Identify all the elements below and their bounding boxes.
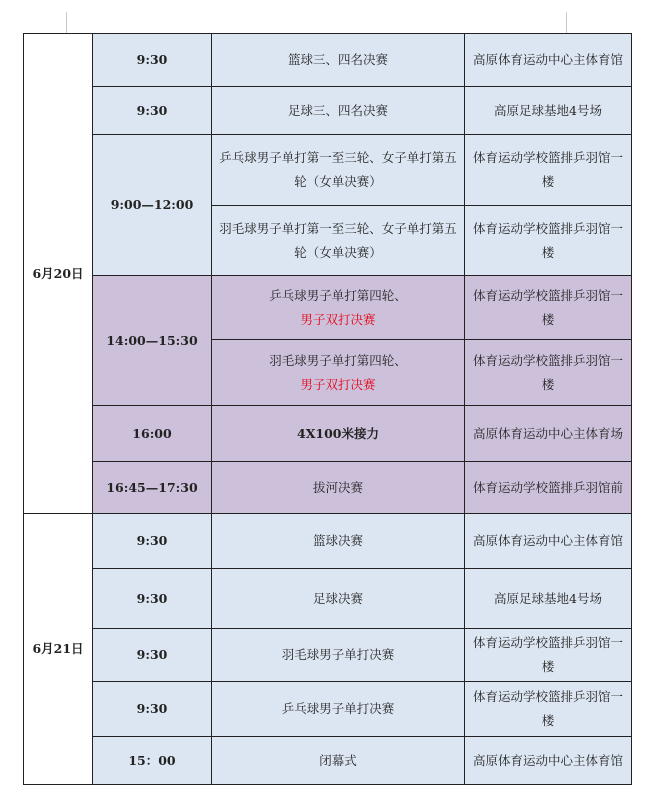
venue-cell: 高原足球基地4号场 <box>465 569 632 629</box>
table-row <box>24 569 632 629</box>
venue-cell: 高原体育运动中心主体育场 <box>465 406 632 462</box>
event-cell: 足球决赛 <box>212 569 465 629</box>
table-row <box>24 87 632 135</box>
date-cell: 6月20日 <box>24 34 93 514</box>
time-cell: 9:30 <box>93 34 212 87</box>
venue-cell: 高原体育运动中心主体育馆 <box>465 34 632 87</box>
venue-cell: 体育运动学校篮排乒羽馆一楼 <box>465 206 632 276</box>
crop-mark-left <box>66 12 67 33</box>
time-cell: 9:30 <box>93 514 212 569</box>
venue-cell: 体育运动学校篮排乒羽馆一楼 <box>465 682 632 737</box>
time-cell: 9:00—12:00 <box>93 135 212 276</box>
time-cell: 9:30 <box>93 569 212 629</box>
time-cell: 9:30 <box>93 682 212 737</box>
event-cell: 乒乓球男子单打第一至三轮、女子单打第五轮（女单决赛） <box>212 135 465 206</box>
event-cell: 足球三、四名决赛 <box>212 87 465 135</box>
venue-cell: 高原足球基地4号场 <box>465 87 632 135</box>
event-cell <box>212 276 465 340</box>
date-cell: 6月21日 <box>24 514 93 785</box>
table-row <box>24 406 632 462</box>
time-cell: 15：00 <box>93 737 212 785</box>
event-cell: 篮球三、四名决赛 <box>212 34 465 87</box>
venue-cell: 高原体育运动中心主体育馆 <box>465 737 632 785</box>
event-cell: 拔河决赛 <box>212 462 465 514</box>
event-cell: 篮球决赛 <box>212 514 465 569</box>
event-cell: 闭幕式 <box>212 737 465 785</box>
event-highlight-text: 男子双打决赛 <box>300 311 376 327</box>
time-cell: 9:30 <box>93 629 212 682</box>
table-row <box>24 135 632 206</box>
schedule-table <box>23 33 632 785</box>
venue-cell: 体育运动学校篮排乒羽馆前 <box>465 462 632 514</box>
time-cell: 16:45—17:30 <box>93 462 212 514</box>
venue-cell: 体育运动学校篮排乒羽馆一楼 <box>465 629 632 682</box>
venue-cell: 体育运动学校篮排乒羽馆一楼 <box>465 340 632 406</box>
table-row <box>24 737 632 785</box>
table-row <box>24 34 632 87</box>
venue-cell: 高原体育运动中心主体育馆 <box>465 514 632 569</box>
event-highlight-text: 男子双打决赛 <box>300 376 376 392</box>
time-cell: 16:00 <box>93 406 212 462</box>
table-row <box>24 462 632 514</box>
event-text: 乒乓球男子单打第四轮、 <box>269 287 407 303</box>
crop-mark-right <box>566 12 567 33</box>
event-cell <box>212 340 465 406</box>
event-cell: 羽毛球男子单打第一至三轮、女子单打第五轮（女单决赛） <box>212 206 465 276</box>
event-cell: 羽毛球男子单打决赛 <box>212 629 465 682</box>
table-row <box>24 514 632 569</box>
event-cell: 4X100米接力 <box>212 406 465 462</box>
table-row <box>24 682 632 737</box>
table-row <box>24 629 632 682</box>
venue-cell: 体育运动学校篮排乒羽馆一楼 <box>465 135 632 206</box>
event-text: 羽毛球男子单打第四轮、 <box>269 352 407 368</box>
table-row <box>24 276 632 340</box>
venue-cell: 体育运动学校篮排乒羽馆一楼 <box>465 276 632 340</box>
event-cell: 乒乓球男子单打决赛 <box>212 682 465 737</box>
time-cell: 14:00—15:30 <box>93 276 212 406</box>
time-cell: 9:30 <box>93 87 212 135</box>
